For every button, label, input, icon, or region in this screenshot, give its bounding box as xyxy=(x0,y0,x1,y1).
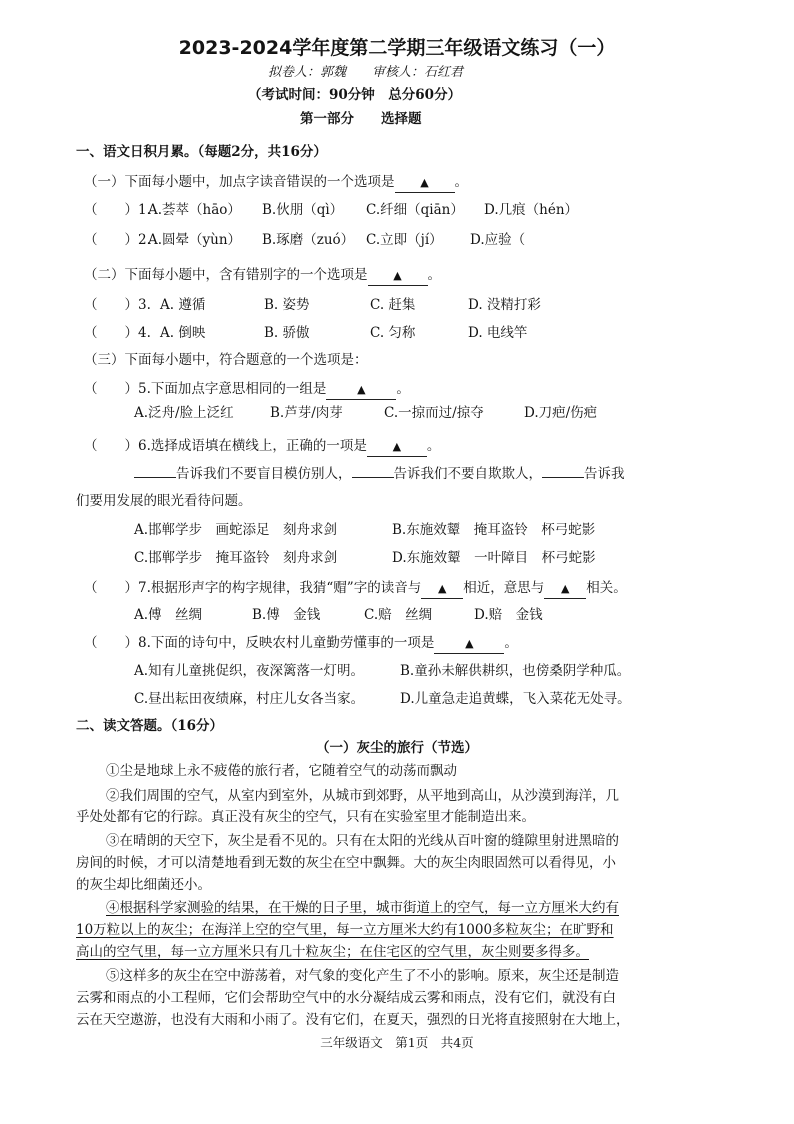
q8-stem xyxy=(84,634,518,654)
q1-option-c: C.纤细（qiān） xyxy=(366,202,464,218)
exam-makers: 拟卷人：郭魏 审核人：石红君 xyxy=(268,65,464,80)
q6-option-c: C.邯郸学步 掩耳盗铃 刻舟求剑 xyxy=(134,550,338,566)
q5-option-b: B.芦芽/肉芽 xyxy=(270,405,343,421)
passage-p4-line1: ④根据科学家测验的结果，在干燥的日子里，城市街道上的空气，每一立方厘米大约有 xyxy=(106,900,619,916)
q3-option-b: B. 姿势 xyxy=(264,297,310,313)
passage-p2-line2: 乎处处都有它的行踪。真正没有灰尘的空气，只有在实验室里才能制造出来。 xyxy=(76,809,535,825)
triangle-icon: ▲ xyxy=(357,383,366,396)
idiom-blank[interactable] xyxy=(542,477,584,478)
q6-option-a: A.邯郸学步 画蛇添足 刻舟求剑 xyxy=(134,522,338,538)
q8-number: （ ）8. xyxy=(84,635,151,651)
q3-number: （ ）3. xyxy=(84,297,151,313)
passage-p5-line1: ⑤这样多的灰尘在空中游荡着，对气象的变化产生了不小的影响。原来，灰尘还是制造 xyxy=(106,968,619,984)
q2-option-a: A.圆晕（yùn） xyxy=(148,232,242,248)
q6-s3: 告诉我 xyxy=(584,466,625,482)
q8-option-a: A.知有儿童挑促织，夜深篱落一灯明。 xyxy=(134,663,365,679)
q7-option-d: D.赔 金钱 xyxy=(474,607,543,623)
q2-option-d: D.应验（ xyxy=(470,232,526,248)
q7-number: （ ）7. xyxy=(84,580,151,596)
answer-blank[interactable] xyxy=(434,634,504,654)
q6-s1: 告诉我们不要盲目模仿别人， xyxy=(176,466,352,482)
page-footer: 三年级语文 第1页 共4页 xyxy=(320,1035,474,1050)
q4-option-a: A. 倒映 xyxy=(160,325,206,341)
q1-number: （ ）1. xyxy=(84,202,151,218)
q7-stem xyxy=(84,579,627,599)
triangle-icon: ▲ xyxy=(392,440,402,453)
sub2-stem xyxy=(84,266,441,286)
sub2-tail: 。 xyxy=(427,267,441,283)
q5-option-d: D.刀疤/伤疤 xyxy=(524,405,598,421)
triangle-icon: ▲ xyxy=(437,582,447,595)
sub1-stem xyxy=(84,173,468,193)
q3-option-a: A. 遵循 xyxy=(160,297,206,313)
passage-p5-line2: 云雾和雨点的小工程师，它们会帮助空气中的水分凝结成云雾和雨点，没有它们，就没有白 xyxy=(76,990,616,1006)
q2-option-b: B.琢磨（zuó） xyxy=(262,232,355,248)
q6-stem-text: 选择成语填在横线上，正确的一项是 xyxy=(150,438,367,454)
passage-p1: ①尘是地球上永不疲倦的旅行者，它随着空气的动荡而飘动 xyxy=(106,763,457,779)
q1-option-d: D.几痕（hén） xyxy=(484,202,579,218)
answer-blank[interactable] xyxy=(326,380,396,400)
q2-number: （ ）2. xyxy=(84,232,151,248)
q5-option-c: C.一掠而过/掠夺 xyxy=(384,405,484,421)
triangle-icon: ▲ xyxy=(560,582,570,595)
answer-blank[interactable] xyxy=(421,579,463,599)
section1-heading: 一、语文日积月累。（每题2分，共16分） xyxy=(76,144,327,160)
passage-p3-line1: ③在晴朗的天空下，灰尘是看不见的。只有在太阳的光线从百叶窗的缝隙里射进黑暗的 xyxy=(106,833,619,849)
q7-stem-text: 根据形声字的构字规律，我猜“赗”字的读音与 xyxy=(150,580,422,596)
q3-option-c: C. 赶集 xyxy=(370,297,416,313)
part-title: 第一部分 选择题 xyxy=(300,111,422,127)
triangle-icon: ▲ xyxy=(465,637,474,650)
passage-p3-line3: 的灰尘却比细菌还小。 xyxy=(76,877,211,893)
q6-number: （ ）6. xyxy=(84,438,151,454)
q6-sentence xyxy=(134,465,625,483)
q2-option-c: C.立即（jí） xyxy=(366,232,443,248)
q4-option-c: C. 匀称 xyxy=(370,325,416,341)
answer-blank[interactable] xyxy=(368,266,428,286)
q6-s2: 告诉我们不要自欺欺人， xyxy=(393,466,542,482)
q8-option-d: D.儿童急走追黄蝶，飞入菜花无处寻。 xyxy=(400,691,631,707)
q5-tail: 。 xyxy=(396,381,410,397)
passage-p5-line3: 云在天空遨游，也没有大雨和小雨了。没有它们，在夏天，强烈的日光将直接照射在大地上， xyxy=(76,1012,630,1028)
answer-blank[interactable] xyxy=(367,437,427,457)
sub2-stem-text: （二）下面每小题中，含有错别字的一个选项是 xyxy=(84,267,368,283)
exam-info: （考试时间：90分钟 总分60分） xyxy=(248,87,462,103)
q1-option-b: B.伙朋（qì） xyxy=(262,202,344,218)
q5-stem-text: 下面加点字意思相同的一组是 xyxy=(150,381,327,397)
passage-title: （一）灰尘的旅行（节选） xyxy=(316,740,478,756)
q6-option-b: B.东施效颦 掩耳盗铃 杯弓蛇影 xyxy=(392,522,596,538)
passage-p4-line3: 高山的空气里，每一立方厘米只有几十粒灰尘；在住宅区的空气里，灰尘则要多得多。 xyxy=(76,944,589,960)
q6-stem xyxy=(84,437,440,457)
q5-number: （ ）5. xyxy=(84,381,151,397)
q7-option-b: B.傅 金钱 xyxy=(252,607,321,623)
q7-mid: 相近，意思与 xyxy=(463,580,545,596)
passage-p4-line2: 10万粒以上的灰尘；在海洋上空的空气里，每一立方厘米大约有1000多粒灰尘；在旷野和 xyxy=(76,922,614,938)
q4-option-d: D. 电线竿 xyxy=(468,325,528,341)
q8-option-b: B.童孙未解供耕织，也傍桑阴学种瓜。 xyxy=(400,663,631,679)
q8-tail: 。 xyxy=(504,635,518,651)
answer-blank[interactable] xyxy=(395,173,455,193)
q7-option-c: C.赔 丝绸 xyxy=(364,607,433,623)
q4-number: （ ）4. xyxy=(84,325,151,341)
answer-blank[interactable] xyxy=(544,579,586,599)
q7-option-a: A.傅 丝绸 xyxy=(134,607,203,623)
q4-option-b: B. 骄傲 xyxy=(264,325,310,341)
q8-option-c: C.昼出耘田夜绩麻，村庄儿女各当家。 xyxy=(134,691,365,707)
q6-option-d: D.东施效颦 一叶障目 杯弓蛇影 xyxy=(392,550,596,566)
triangle-icon: ▲ xyxy=(420,176,429,189)
exam-title: 2023-2024学年度第二学期三年级语文练习（一） xyxy=(178,37,616,59)
idiom-blank[interactable] xyxy=(352,477,394,478)
passage-p3-line2: 房间的时候，才可以清楚地看到无数的灰尘在空中飘舞。大的灰尘肉眼固然可以看得见，小 xyxy=(76,855,616,871)
q5-stem xyxy=(84,380,410,400)
q8-stem-text: 下面的诗句中，反映农村儿童勤劳懂事的一项是 xyxy=(150,635,435,651)
idiom-blank[interactable] xyxy=(134,477,176,478)
sub1-stem-text: （一）下面每小题中，加点字读音错误的一个选项是 xyxy=(84,174,395,190)
sub1-tail: 。 xyxy=(454,174,468,190)
passage-p2-line1: ②我们周围的空气，从室内到室外，从城市到郊野，从平地到高山，从沙漠到海洋，几 xyxy=(106,788,619,804)
sub3-stem: （三）下面每小题中，符合题意的一个选项是： xyxy=(84,352,368,368)
triangle-icon: ▲ xyxy=(393,269,402,282)
section2-heading: 二、读文答题。（16分） xyxy=(76,718,224,734)
q7-tail: 相关。 xyxy=(586,580,627,596)
q3-option-d: D. 没精打彩 xyxy=(468,297,541,313)
q6-tail: 。 xyxy=(426,438,441,454)
q6-s4: 们要用发展的眼光看待问题。 xyxy=(76,493,252,509)
q1-option-a: A.荟萃（hāo） xyxy=(148,202,241,218)
q5-option-a: A.泛舟/脸上泛红 xyxy=(134,405,234,421)
